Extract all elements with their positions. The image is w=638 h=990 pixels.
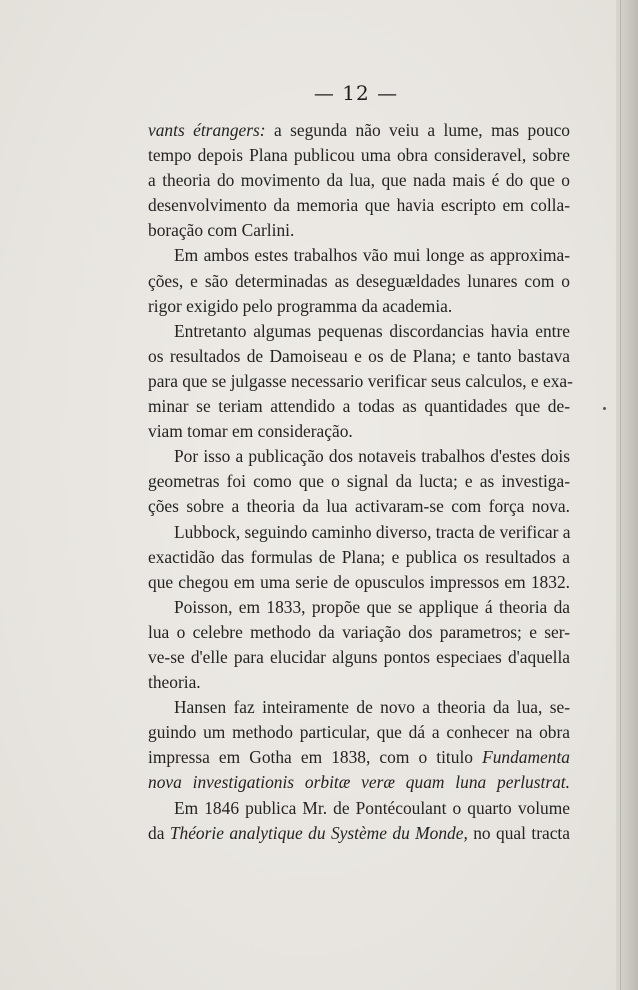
text-segment: Em ambos estes trabalhos vão mui longe as approxima- — [174, 245, 570, 266]
text-line — [148, 444, 570, 469]
text-segment: boração com Carlini. — [148, 220, 295, 241]
text-segment: ve-se d'elle para elucidar alguns pontos especiaes d'aquella — [148, 646, 570, 667]
text-segment: ções sobre a theoria da lua activaram-se com força nova. — [148, 496, 570, 517]
text-line — [148, 695, 570, 720]
text-segment: Lubbock, seguindo caminho diverso, tracta de verificar a — [174, 521, 571, 542]
text-line — [148, 745, 570, 770]
text-line — [148, 670, 570, 695]
text-line — [148, 520, 570, 545]
text-line — [148, 821, 570, 846]
text-line — [148, 218, 570, 243]
ink-speck — [603, 407, 606, 410]
text-segment: ções, e são determinadas as deseguældades lunares com o — [148, 270, 570, 291]
text-line — [148, 620, 570, 645]
text-line — [148, 294, 570, 319]
text-segment: a segunda não veiu a lume, mas pouco — [265, 120, 570, 140]
text-line — [148, 469, 570, 494]
italic-text: Fundamenta — [482, 747, 570, 768]
text-line — [148, 269, 570, 294]
text-segment: desenvolvimento da memoria que havia escripto em colla- — [148, 195, 570, 216]
text-line — [148, 570, 570, 595]
text-segment: theoria. — [148, 672, 201, 693]
text-segment: os resultados de Damoiseau e os de Plana; e tanto bastava — [148, 345, 570, 366]
text-segment: que chegou em uma serie de opusculos impressos em 1832. — [148, 571, 570, 592]
text-line — [148, 720, 570, 745]
text-line — [148, 419, 570, 444]
text-line — [148, 369, 573, 394]
text-segment: da — [148, 822, 170, 843]
page-edge-line — [620, 0, 621, 990]
text-line — [148, 143, 570, 168]
text-segment: impressa em Gotha em 1838, com o titulo — [148, 747, 483, 768]
text-line — [148, 344, 570, 369]
text-segment: geometras foi como que o signal da lucta; e as investiga- — [148, 471, 570, 492]
text-segment: lua o celebre methodo da variação dos parametros; e ser- — [148, 621, 570, 642]
italic-text: Théorie analytique du Système du Monde, — [169, 822, 468, 843]
text-segment: Entretanto algumas pequenas discordancias havia entre — [174, 320, 570, 341]
text-line — [148, 545, 570, 570]
body-text — [148, 118, 573, 846]
text-line — [148, 193, 570, 218]
text-segment: para que se julgasse necessario verificar seus calculos, e exa- — [148, 370, 573, 391]
text-line — [148, 319, 570, 344]
text-segment: a theoria do movimento da lua, que nada mais é do que o — [148, 170, 570, 191]
text-segment: Poisson, em 1833, propõe que se applique á theoria da — [174, 596, 570, 617]
text-line — [148, 394, 570, 419]
text-segment: viam tomar em consideração. — [148, 421, 353, 442]
text-line — [148, 645, 570, 670]
text-segment: rigor exigido pelo programma da academia. — [148, 295, 453, 316]
text-segment: Em 1846 publica Mr. de Pontécoulant o quarto volume — [174, 797, 570, 818]
text-segment: tempo depois Plana publicou uma obra consideravel, sobre — [148, 145, 570, 166]
text-line — [148, 770, 570, 795]
text-segment: no qual tracta — [467, 822, 570, 843]
text-segment: exactidão das formulas de Plana; e publica os resultados a — [148, 546, 570, 567]
text-line — [148, 168, 570, 193]
italic-text: nova investigationis orbitæ veræ quam luna perlustrat. — [148, 772, 570, 793]
text-line — [148, 118, 570, 143]
text-segment: minar se teriam attendido a todas as quantidades que de- — [148, 396, 570, 417]
italic-text: vants étrangers: — [148, 120, 266, 140]
text-segment: Hansen faz inteiramente de novo a theoria da lua, se- — [174, 697, 570, 718]
text-line — [148, 243, 570, 268]
text-segment: guindo um methodo particular, que dá a conhecer na obra — [148, 722, 570, 743]
text-line — [148, 494, 570, 519]
text-line — [148, 595, 570, 620]
page-number: — 12 — — [313, 81, 399, 105]
text-segment: Por isso a publicação dos notaveis trabalhos d'estes dois — [174, 446, 570, 467]
text-line — [148, 796, 570, 821]
